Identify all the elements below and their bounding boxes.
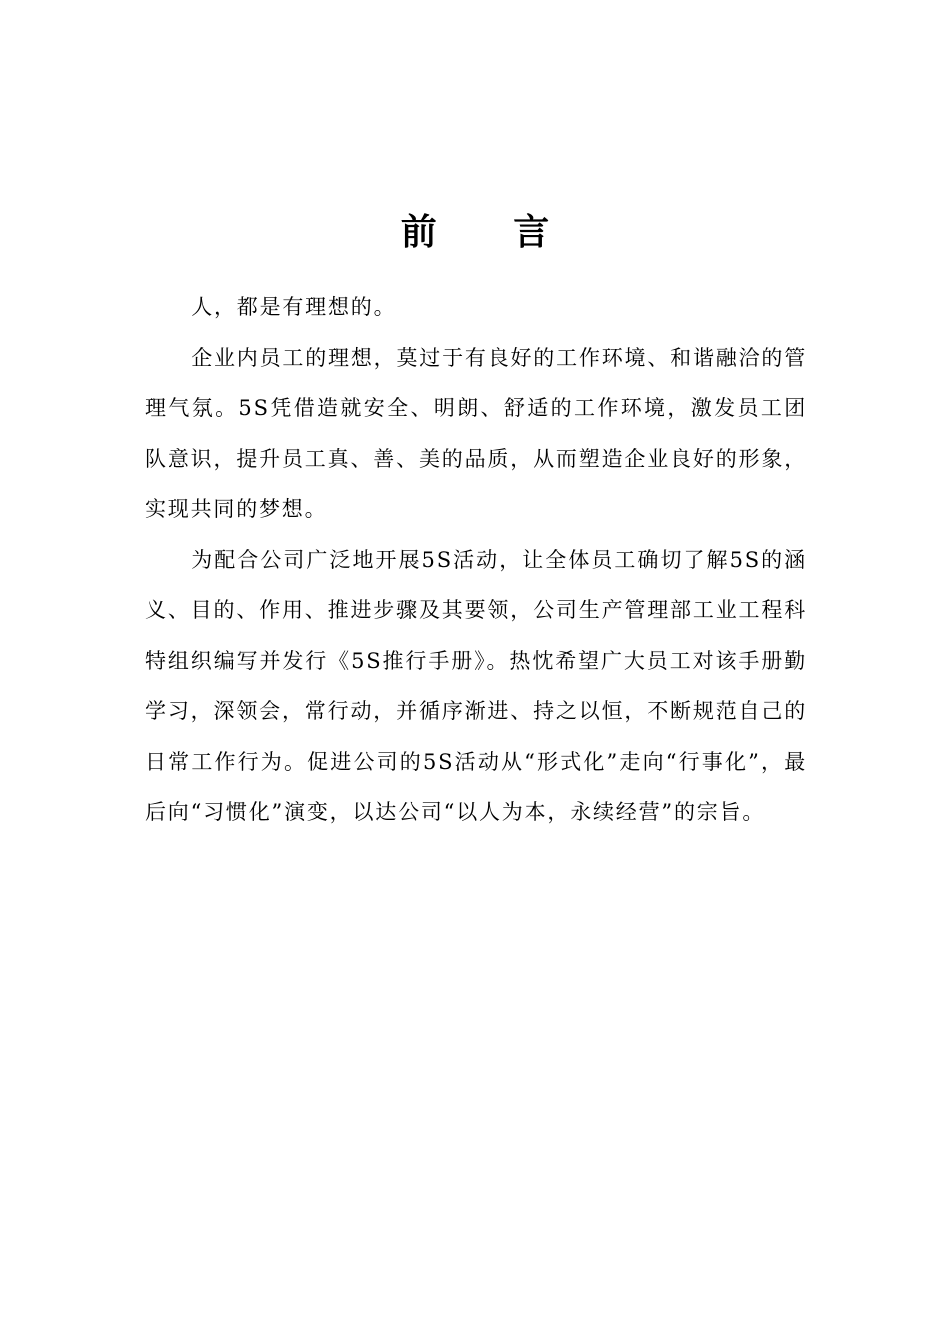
paragraph-3: 为配合公司广泛地开展5S活动，让全体员工确切了解5S的涵义、目的、作用、推进步骤及其要领，公司生产管理部工业工程科特组织编写并发行《5S推行手册》。热忱希望广大员工对该手册勤学习，深领会，常行动，并循序渐进、持之以恒，不断规范自己的日常工作行为。促进公司的5S活动从“形式化”走向“行事化”，最后向“习惯化”演变，以达公司“以人为本，永续经营”的宗旨。 (145, 547, 807, 824)
paragraph-2: 企业内员工的理想，莫过于有良好的工作环境、和谐融洽的管理气氛。5S凭借造就安全、明朗、舒适的工作环境，激发员工团队意识，提升员工真、善、美的品质，从而塑造企业良好的形象，实现共同的梦想。 (145, 345, 807, 521)
paragraph-1: 人，都是有理想的。 (191, 295, 397, 319)
preface-body (145, 282, 807, 838)
page-title: 前 言 (400, 212, 582, 253)
